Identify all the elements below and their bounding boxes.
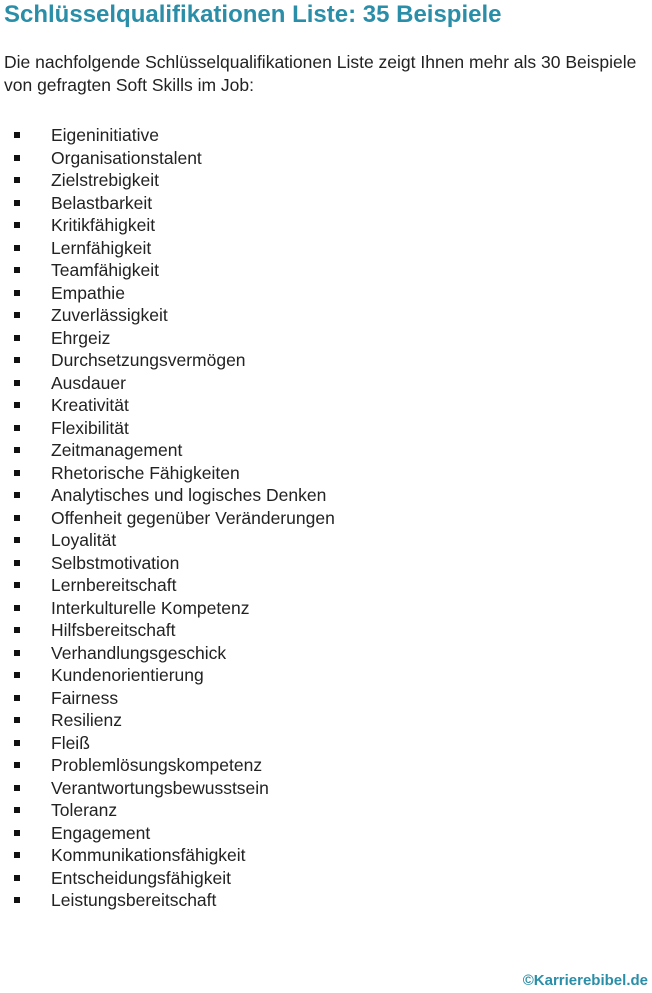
list-item — [0, 147, 335, 170]
square-bullet-icon — [14, 807, 20, 813]
list-item-label: Ausdauer — [51, 372, 126, 393]
list-item — [0, 732, 335, 755]
list-item-label: Belastbarkeit — [51, 192, 153, 213]
list-item-label: Eigeninitiative — [51, 125, 159, 145]
list-item — [0, 597, 335, 620]
list-item-label: Durchsetzungsvermögen — [51, 350, 246, 370]
list-item — [0, 372, 335, 395]
square-bullet-icon — [14, 492, 20, 498]
square-bullet-icon — [14, 335, 20, 341]
square-bullet-icon — [14, 740, 20, 746]
list-item — [0, 192, 335, 215]
list-item — [0, 552, 335, 575]
square-bullet-icon — [14, 312, 20, 318]
square-bullet-icon — [14, 380, 20, 386]
list-item-label: Engagement — [51, 822, 151, 843]
list-item-label: Analytisches und logisches Denken — [51, 485, 327, 505]
list-item — [0, 529, 335, 552]
list-item — [0, 484, 335, 507]
square-bullet-icon — [14, 762, 20, 768]
list-item-label: Fleiß — [51, 732, 90, 753]
list-item — [0, 709, 335, 732]
square-bullet-icon — [14, 582, 20, 588]
list-item — [0, 214, 335, 237]
list-item — [0, 822, 335, 845]
list-item-label: Rhetorische Fähigkeiten — [51, 462, 240, 483]
list-item — [0, 462, 335, 485]
list-item — [0, 394, 335, 417]
square-bullet-icon — [14, 650, 20, 656]
list-item — [0, 439, 335, 462]
list-item — [0, 889, 335, 912]
skill-list — [0, 124, 335, 912]
square-bullet-icon — [14, 200, 20, 206]
list-item — [0, 619, 335, 642]
square-bullet-icon — [14, 425, 20, 431]
page-title: Schlüsselqualifikationen Liste: 35 Beispiele — [4, 1, 502, 28]
square-bullet-icon — [14, 267, 20, 273]
list-item-label: Lernfähigkeit — [51, 237, 152, 258]
square-bullet-icon — [14, 177, 20, 183]
square-bullet-icon — [14, 605, 20, 611]
square-bullet-icon — [14, 357, 20, 363]
list-item-label: Fairness — [51, 687, 119, 708]
list-item-label: Kundenorientierung — [51, 665, 204, 685]
list-item-label: Toleranz — [51, 800, 118, 820]
list-item-label: Verhandlungsgeschick — [51, 642, 227, 663]
square-bullet-icon — [14, 560, 20, 566]
list-item-label: Entscheidungsfähigkeit — [51, 867, 231, 888]
list-item — [0, 642, 335, 665]
square-bullet-icon — [14, 222, 20, 228]
list-item — [0, 304, 335, 327]
square-bullet-icon — [14, 897, 20, 903]
list-item — [0, 777, 335, 800]
list-item — [0, 282, 335, 305]
list-item-label: Hilfsbereitschaft — [51, 620, 176, 640]
list-item — [0, 574, 335, 597]
square-bullet-icon — [14, 672, 20, 678]
list-item-label: Empathie — [51, 282, 125, 303]
list-item-label: Zielstrebigkeit — [51, 170, 159, 190]
square-bullet-icon — [14, 515, 20, 521]
list-item — [0, 259, 335, 282]
square-bullet-icon — [14, 537, 20, 543]
list-item-label: Kreativität — [51, 395, 129, 415]
list-item — [0, 169, 335, 192]
square-bullet-icon — [14, 470, 20, 476]
list-item-label: Zeitmanagement — [51, 440, 183, 460]
list-item — [0, 237, 335, 260]
square-bullet-icon — [14, 290, 20, 296]
list-item — [0, 687, 335, 710]
list-item-label: Verantwortungsbewusstsein — [51, 777, 269, 798]
square-bullet-icon — [14, 785, 20, 791]
list-item-label: Kritikfähigkeit — [51, 215, 156, 235]
square-bullet-icon — [14, 245, 20, 251]
list-item-label: Offenheit gegenüber Veränderungen — [51, 507, 335, 528]
list-item — [0, 844, 335, 867]
list-item-label: Ehrgeiz — [51, 327, 111, 348]
square-bullet-icon — [14, 695, 20, 701]
list-item — [0, 417, 335, 440]
copyright-footer: ©Karrierebibel.de — [522, 972, 648, 989]
square-bullet-icon — [14, 830, 20, 836]
list-item-label: Interkulturelle Kompetenz — [51, 597, 250, 618]
intro-paragraph: Die nachfolgende Schlüsselqualifikationen Liste zeigt Ihnen mehr als 30 Beispiele von gefragten Soft Skills im Job: — [4, 52, 637, 95]
list-item-label: Selbstmotivation — [51, 552, 180, 573]
list-item — [0, 664, 335, 687]
list-item — [0, 327, 335, 350]
list-item-label: Lernbereitschaft — [51, 575, 177, 595]
square-bullet-icon — [14, 875, 20, 881]
list-item-label: Zuverlässigkeit — [51, 305, 168, 325]
list-item-label: Organisationstalent — [51, 147, 202, 168]
list-item — [0, 124, 335, 147]
list-item-label: Kommunikationsfähigkeit — [51, 845, 246, 865]
square-bullet-icon — [14, 402, 20, 408]
list-item-label: Resilienz — [51, 710, 122, 730]
square-bullet-icon — [14, 717, 20, 723]
square-bullet-icon — [14, 447, 20, 453]
list-item — [0, 754, 335, 777]
list-item — [0, 799, 335, 822]
list-item — [0, 867, 335, 890]
square-bullet-icon — [14, 132, 20, 138]
list-item-label: Flexibilität — [51, 417, 129, 438]
square-bullet-icon — [14, 852, 20, 858]
list-item-label: Problemlösungskompetenz — [51, 755, 263, 775]
list-item — [0, 349, 335, 372]
list-item — [0, 507, 335, 530]
list-item-label: Leistungsbereitschaft — [51, 890, 217, 910]
list-item-label: Teamfähigkeit — [51, 260, 159, 280]
square-bullet-icon — [14, 155, 20, 161]
list-item-label: Loyalität — [51, 530, 117, 550]
square-bullet-icon — [14, 627, 20, 633]
